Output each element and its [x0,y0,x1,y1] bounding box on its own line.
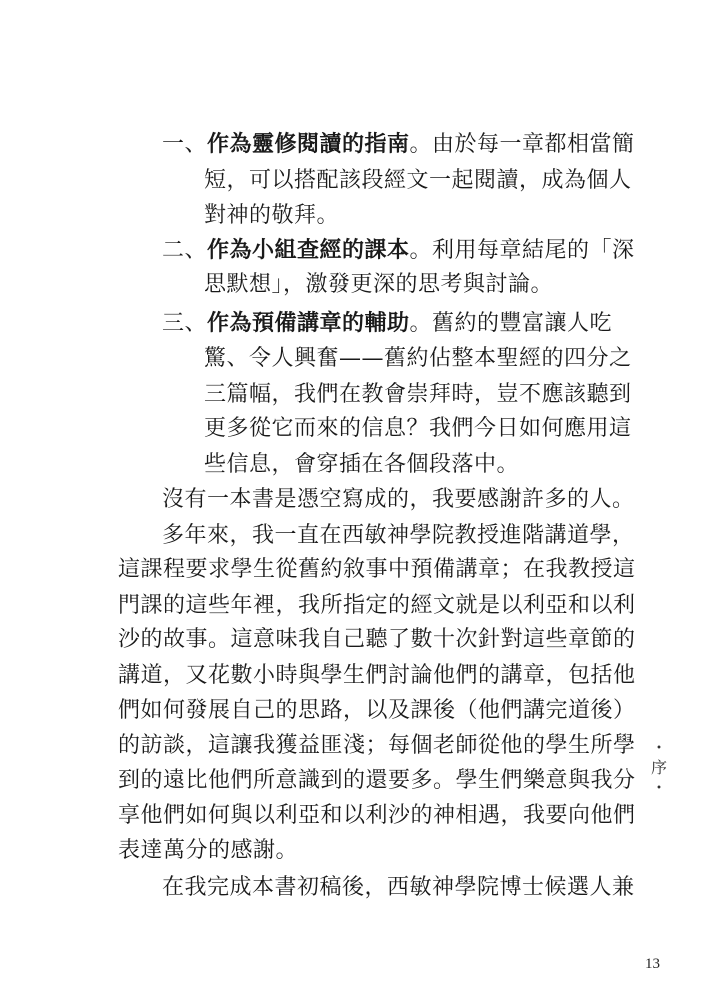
list-item-3-line-1 [162,309,612,339]
paragraph-2-line-8: 到的遠比他們所意識到的還要多。學生們樂意與我分 [118,768,636,793]
list-item-2-line-1 [162,236,635,266]
list-item-1-line-3: 對神的敬拜。 [204,203,340,228]
list-item-1-line-2: 短，可以搭配該段經文一起閱讀，成為個人 [204,168,632,193]
paragraph-2-line-5: 講道，又花數小時與學生們討論他們的講章，包括他 [118,663,636,688]
paragraph-3-line-1: 在我完成本書初稿後，西敏神學院博士候選人兼 [162,875,635,900]
list-item-2-text: 。利用每章結尾的「深 [409,238,635,263]
list-item-1-text: 。由於每一章都相當簡 [409,132,635,157]
paragraph-2-line-6: 們如何發展自己的思路，以及課後（他們講完道後） [118,698,636,723]
paragraph-2-line-1: 多年來，我一直在西敏神學院教授進階講道學， [162,523,635,548]
list-item-1-line-1 [162,130,635,160]
paragraph-1-line-1: 沒有一本書是憑空寫成的，我要感謝許多的人。 [162,487,635,512]
side-mark-dot-top: ・ [650,738,667,757]
paragraph-2-line-3: 門課的這些年裡，我所指定的經文就是以利亞和以利 [118,593,636,618]
list-item-2-line-2: 思默想」，激發更深的思考與討論。 [204,272,554,297]
paragraph-2-line-7: 的訪談，這讓我獲益匪淺；每個老師從他的學生所學 [118,733,636,758]
paragraph-2-line-4: 沙的故事。這意味我自己聽了數十次針對這些章節的 [118,627,636,652]
side-mark-dot-bottom: ・ [650,778,667,797]
list-item-2-number: 二、 [162,238,208,263]
list-item-3-heading: 作為預備講章的輔助 [207,311,410,336]
page-number: 13 [645,956,660,972]
list-item-3-number: 三、 [162,311,208,336]
list-item-1-number: 一、 [162,132,208,157]
paragraph-2-line-2: 這課程要求學生從舊約敘事中預備講章；在我教授這 [118,557,636,582]
list-item-3-line-4: 更多從它而來的信息？我們今日如何應用這 [204,416,632,441]
list-item-3-line-3: 三篇幅，我們在教會崇拜時，豈不應該聽到 [204,382,632,407]
chapter-side-mark [648,738,670,798]
list-item-3-line-2: 驚、令人興奮——舊約佔整本聖經的四分之 [204,346,632,371]
paragraph-2-line-10: 表達萬分的感謝。 [118,838,299,863]
list-item-3-line-5: 些信息，會穿插在各個段落中。 [204,452,520,477]
list-item-2-heading: 作為小組查經的課本 [207,238,410,263]
side-mark-label: 序 [650,758,667,777]
paragraph-2-line-9: 享他們如何與以利亞和以利沙的神相遇，我要向他們 [118,803,636,828]
list-item-1-heading: 作為靈修閱讀的指南 [207,132,410,157]
list-item-3-text: 。舊約的豐富讓人吃 [409,311,613,336]
